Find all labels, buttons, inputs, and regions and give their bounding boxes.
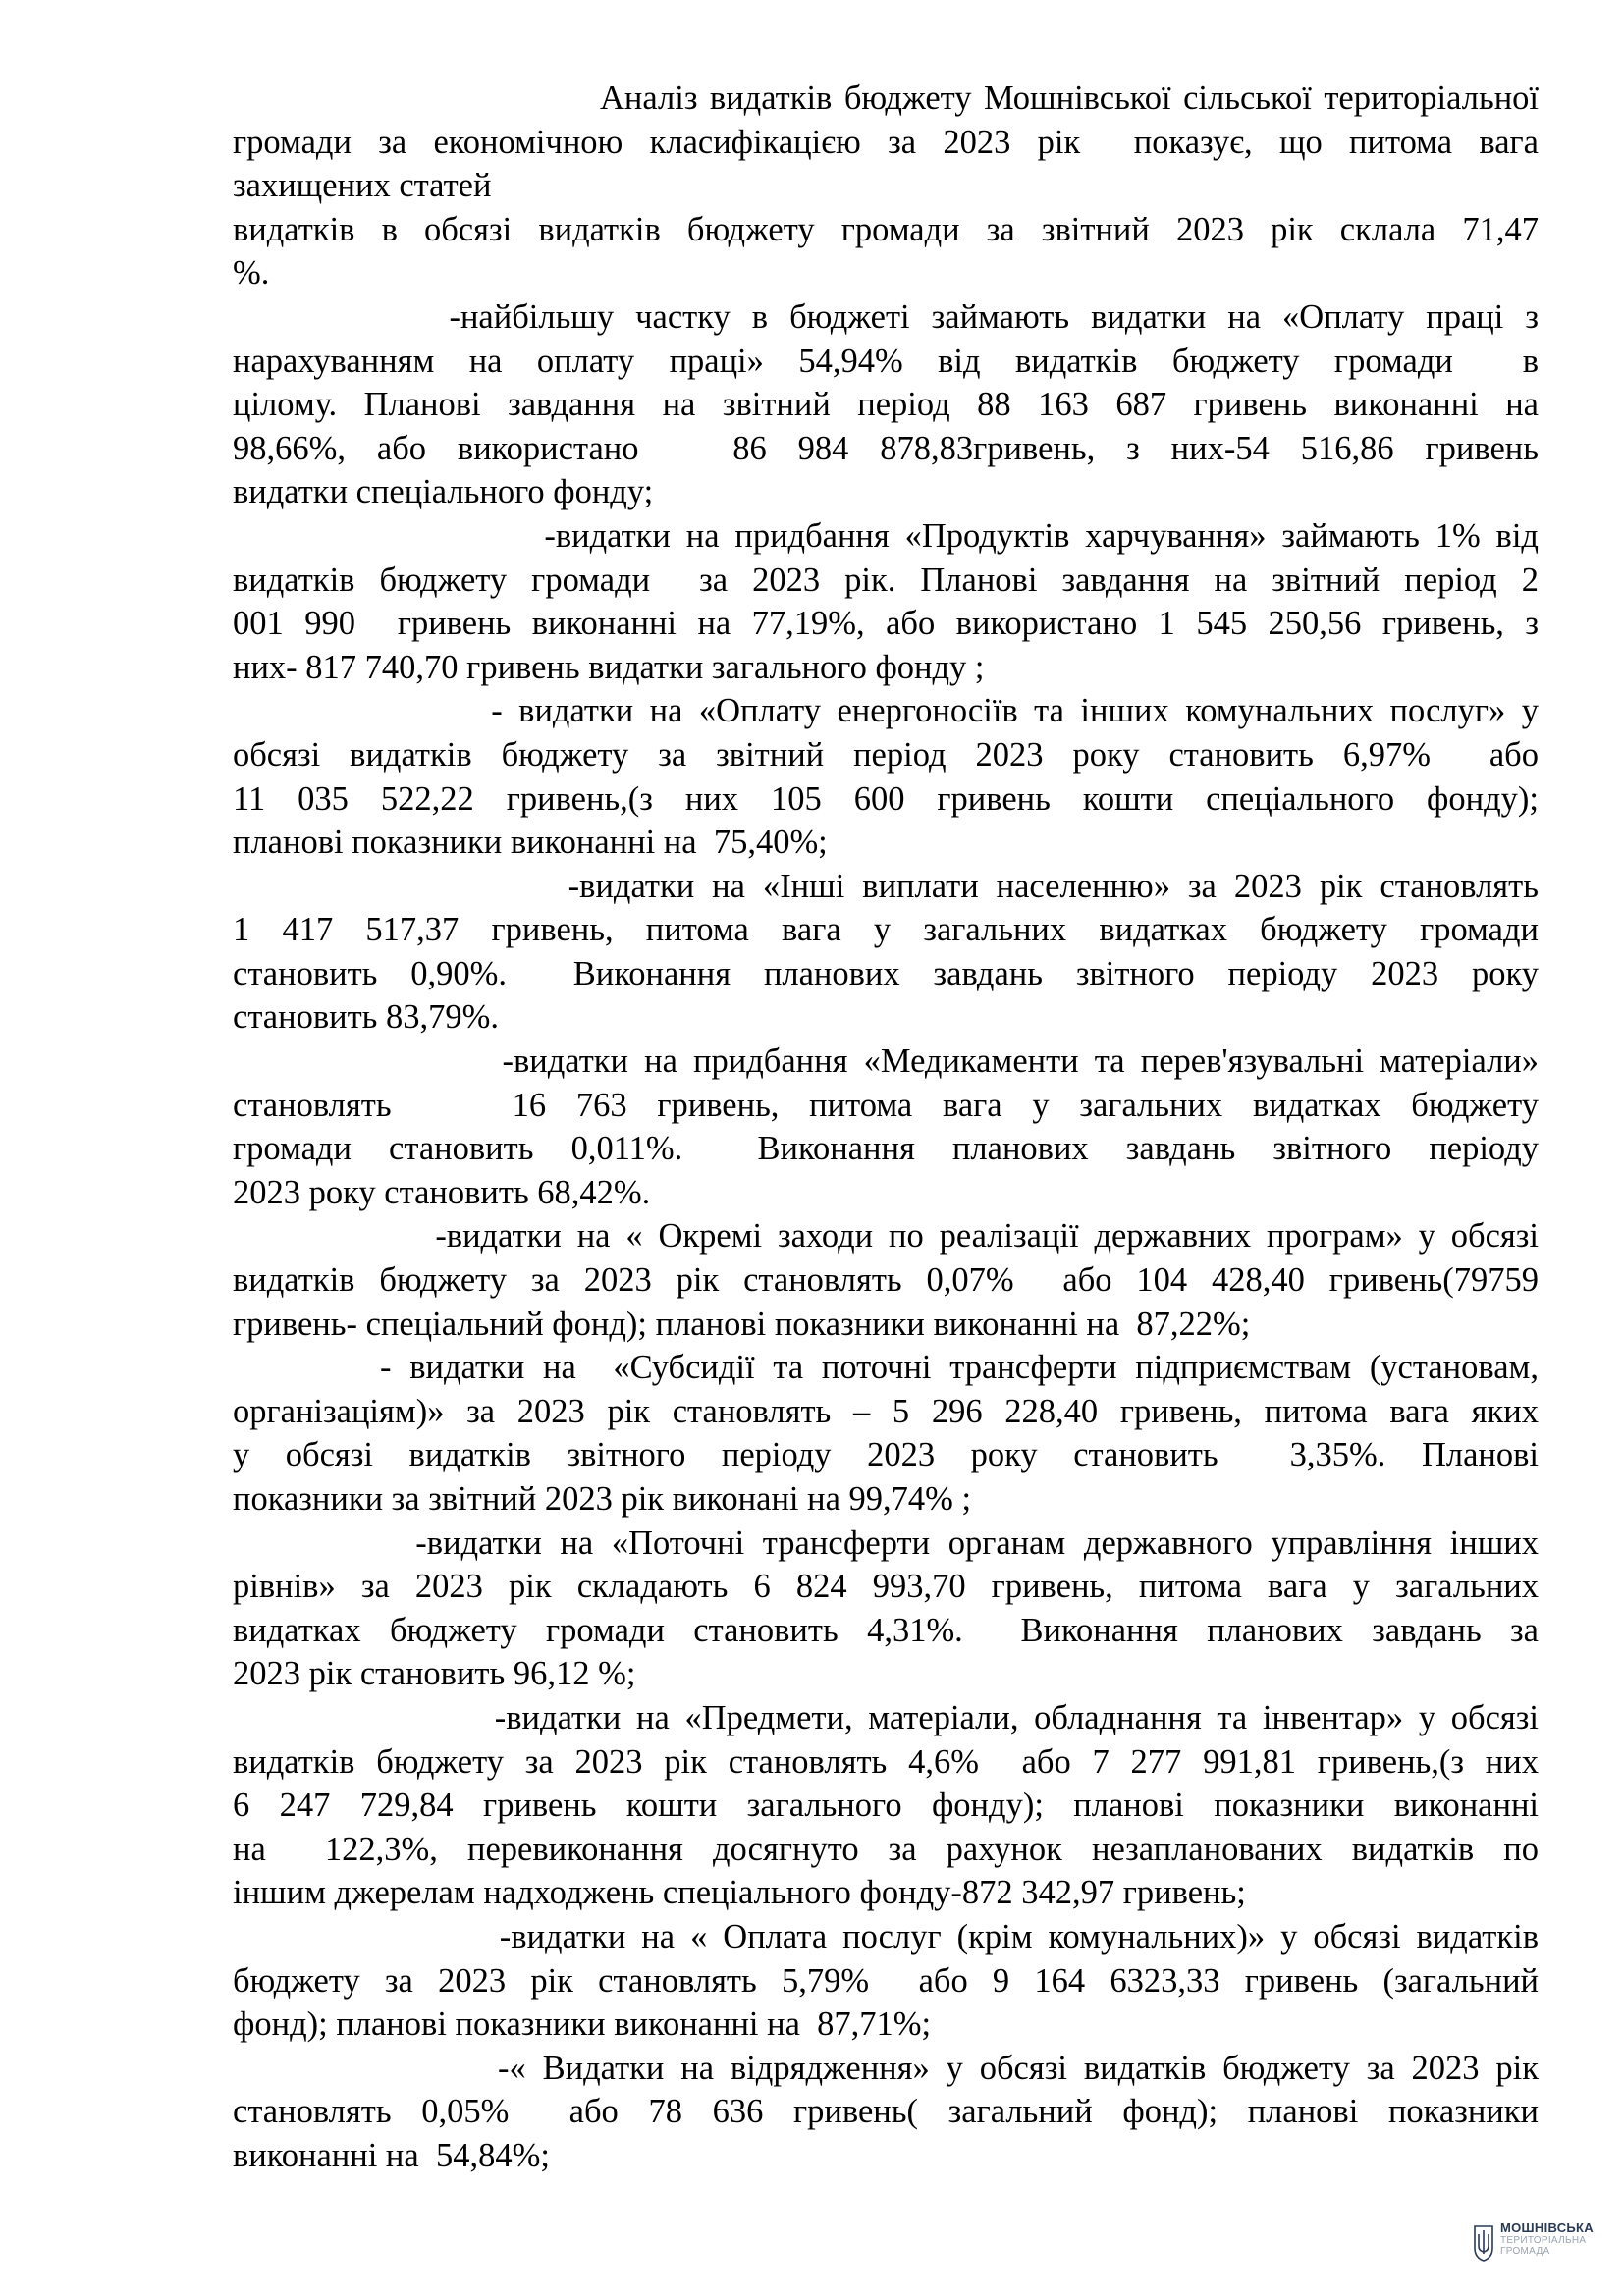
paragraph [233, 689, 1539, 864]
community-wordmark [1500, 2220, 1594, 2257]
text-line: видатків бюджету громади за 2023 рік. Планові завдання на звітний період 2 [233, 561, 1539, 599]
text-line: -найбільшу частку в бюджеті займають видатки на «Оплату праці з [233, 297, 1539, 336]
text-line: Аналіз видатків бюджету Мошнівської сільської територіальної [233, 80, 1539, 117]
text-line: -видатки на придбання «Медикаменти та перев'язувальні матеріали» [233, 1042, 1539, 1081]
text-line: -видатки на придбання «Продуктів харчування» займають 1% від [233, 516, 1539, 555]
paragraph [233, 295, 1539, 514]
text-line: виконанні на 54,84%; [233, 2136, 550, 2174]
text-line: 1 417 517,37 гривень, питома вага у загальних видатках бюджету громади [233, 911, 1539, 949]
text-line: - видатки на «Субсидії та поточні трансферти підприємствам (установам, [233, 1349, 1539, 1387]
text-line: становлять 0,05% або 78 636 гривень( загальний фонд); планові показники [233, 2093, 1539, 2131]
wordmark-line-2: ТЕРИТОРІАЛЬНА [1500, 2235, 1587, 2246]
text-line: обсязі видатків бюджету за звітний період 2023 року становить 6,97% або [233, 735, 1539, 774]
text-line: видатків бюджету за 2023 рік становлять 0,07% або 104 428,40 гривень(79759 [233, 1261, 1539, 1300]
paragraph [233, 1915, 1539, 2047]
text-line: 6 247 729,84 гривень кошти загального фонду); планові показники виконанні [233, 1787, 1539, 1825]
paragraph [233, 208, 1539, 295]
text-line: цілому. Планові завдання на звітний період 88 163 687 гривень виконанні на [233, 386, 1539, 424]
text-line: показники за звітний 2023 рік виконані на 99,74% ; [233, 1480, 972, 1518]
text-line: бюджету за 2023 рік становлять 5,79% або 9 164 6323,33 гривень (загальний [233, 1961, 1539, 2000]
paragraph [233, 514, 1539, 689]
text-line: фонд); планові показники виконанні на 87,71%; [233, 2005, 932, 2044]
text-line: -« Видатки на відрядження» у обсязі видатків бюджету за 2023 рік [233, 2049, 1539, 2087]
text-line: -видатки на « Окремі заходи по реалізації державних програм» у обсязі [233, 1217, 1539, 1255]
text-line: 98,66%, або використано 86 984 878,83гривень, з них-54 516,86 гривень [233, 429, 1539, 467]
text-line: становить 83,79%. [233, 998, 500, 1037]
paragraph [233, 1040, 1539, 1214]
wordmark-line-3: ГРОМАДА [1500, 2246, 1550, 2257]
paragraph [233, 1696, 1539, 1915]
text-line: - видатки на «Оплату енергоносіїв та інших комунальних послуг» у [233, 692, 1539, 730]
document-body [233, 77, 1539, 2178]
paragraph [233, 2047, 1539, 2178]
text-line: -видатки на «Предмети, матеріали, обладнання та інвентар» у обсязі [233, 1698, 1539, 1736]
text-line: планові показники виконанні на 75,40%; [233, 824, 828, 862]
paragraph [233, 77, 1539, 208]
text-line: %. [233, 254, 270, 293]
text-line: гривень- спеціальний фонд); планові показники виконанні на 87,22%; [233, 1305, 1251, 1343]
paragraph [233, 1214, 1539, 1346]
wordmark-line-1: МОШНІВСЬКА [1500, 2220, 1594, 2235]
text-line: 2023 року становить 68,42%. [233, 1173, 651, 1211]
text-line: видатків бюджету за 2023 рік становлять 4,6% або 7 277 991,81 гривень,(з них [233, 1742, 1539, 1781]
text-line: -видатки на « Оплата послуг (крім комунальних)» у обсязі видатків [233, 1917, 1539, 1955]
text-line: захищених статей [233, 167, 492, 205]
text-line: громади становить 0,011%. Виконання планових завдань звітного періоду [233, 1130, 1539, 1168]
text-line: на 122,3%, перевиконання досягнуто за рахунок незапланованих видатків по [233, 1830, 1539, 1868]
trident-crest-icon [1473, 2224, 1494, 2262]
paragraph [233, 1346, 1539, 1521]
text-line: становлять 16 763 гривень, питома вага у загальних видатках бюджету [233, 1086, 1539, 1124]
text-line: у обсязі видатків звітного періоду 2023 року становить 3,35%. Планові [233, 1436, 1539, 1474]
text-line: становить 0,90%. Виконання планових завдань звітного періоду 2023 року [233, 954, 1539, 992]
text-line: 001 990 гривень виконанні на 77,19%, або використано 1 545 250,56 гривень, з [233, 605, 1539, 643]
text-line: видатки спеціального фонду; [233, 473, 654, 511]
paragraph [233, 1522, 1539, 1696]
text-line: -видатки на «Поточні трансферти органам державного управління інших [233, 1523, 1539, 1562]
text-line: організаціям)» за 2023 рік становлять – 5 296 228,40 гривень, питома вага яких [233, 1392, 1539, 1430]
text-line: видатках бюджету громади становить 4,31%. Виконання планових завдань за [233, 1611, 1539, 1649]
paragraph [233, 865, 1539, 1040]
text-line: громади за економічною класифікацією за 2023 рік показує, що питома вага [233, 123, 1539, 161]
text-line: нарахуванням на оплату праці» 54,94% від видатків бюджету громади в [233, 342, 1539, 380]
text-line: 2023 рік становить 96,12 %; [233, 1655, 636, 1693]
text-line: видатків в обсязі видатків бюджету громади за звітний 2023 рік склала 71,47 [233, 210, 1539, 248]
text-line: -видатки на «Інші виплати населенню» за 2023 рік становлять [233, 867, 1539, 905]
text-line: рівнів» за 2023 рік складають 6 824 993,70 гривень, питома вага у загальних [233, 1568, 1539, 1606]
text-line: них- 817 740,70 гривень видатки загального фонду ; [233, 648, 985, 686]
text-line: іншим джерелам надходжень спеціального фонду-872 342,97 гривень; [233, 1874, 1246, 1912]
text-line: 11 035 522,22 гривень,(з них 105 600 гривень кошти спеціального фонду); [233, 779, 1539, 818]
community-logo [1473, 2220, 1610, 2271]
